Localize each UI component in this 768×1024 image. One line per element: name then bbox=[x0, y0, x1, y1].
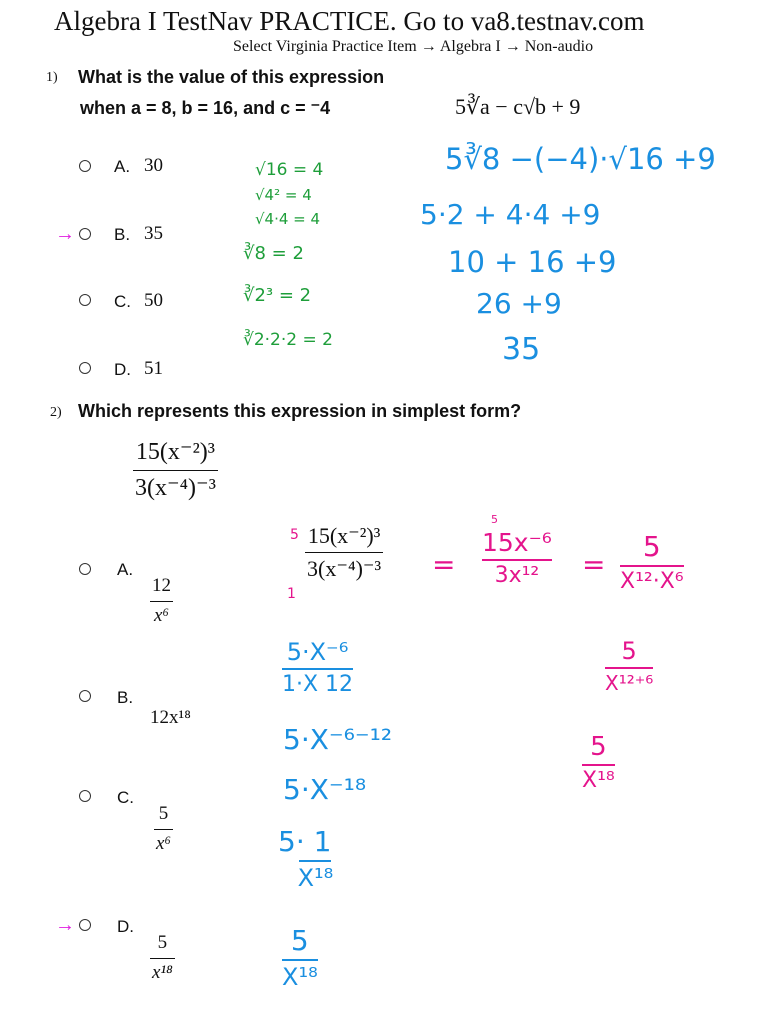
pink-fraction-4-denominator: X¹⁸ bbox=[582, 768, 615, 793]
q1-option-a-letter: A. bbox=[114, 157, 131, 176]
q1-option-c-radio[interactable] bbox=[79, 294, 91, 306]
pink-fraction-3 bbox=[605, 637, 653, 695]
green-work-line-1: √16 = 4 bbox=[255, 160, 324, 180]
q2-option-b-value: 12x¹⁸ bbox=[150, 707, 191, 728]
blue-fraction-2-denominator: X¹⁸ bbox=[297, 864, 334, 892]
selected-arrow-icon: → bbox=[55, 223, 75, 245]
q1-option-a-value: 30 bbox=[144, 155, 163, 176]
fraction-bar bbox=[582, 764, 615, 766]
blue-work-exponent-sum: 5·X⁻⁶⁻¹² bbox=[283, 723, 393, 756]
question-1-number: 1) bbox=[46, 70, 58, 85]
blue-fraction-3-denominator: X¹⁸ bbox=[282, 963, 318, 991]
blue-work-exponent-result: 5·X⁻¹⁸ bbox=[283, 773, 367, 806]
blue-fraction-2-numerator: 5· 1 bbox=[278, 825, 332, 858]
q2-option-c-denominator: x⁶ bbox=[156, 832, 172, 854]
fraction-bar bbox=[482, 559, 552, 561]
q2-option-a-numerator: 12 bbox=[152, 575, 171, 596]
q2-copied-expression bbox=[305, 523, 383, 583]
q2-option-b-letter: B. bbox=[117, 688, 134, 707]
q2-option-c-letter: C. bbox=[117, 788, 134, 807]
q2-option-d-numerator: 5 bbox=[157, 932, 168, 953]
pink-fraction-1-denominator: 3x¹² bbox=[494, 563, 540, 588]
copy-numerator-note: 5 bbox=[290, 527, 299, 543]
blue-fraction-1-numerator: 5·X⁻⁶ bbox=[286, 638, 349, 666]
blue-fraction-3 bbox=[282, 924, 318, 991]
blue-work-line-4: 26 +9 bbox=[476, 287, 562, 320]
q2-expression-numerator: 15(x⁻²)³ bbox=[135, 439, 215, 465]
green-work-line-6: ∛2·2·2 = 2 bbox=[243, 330, 333, 350]
q2-option-c-fraction bbox=[154, 803, 173, 856]
q1-option-c-value: 50 bbox=[144, 290, 163, 311]
question-2-expression bbox=[133, 438, 218, 503]
pink-fraction-2-denominator: X¹²·X⁶ bbox=[620, 569, 684, 594]
blue-fraction-3-numerator: 5 bbox=[290, 924, 309, 957]
fraction-bar bbox=[150, 958, 175, 959]
question-1-expression: 5∛a − c√b + 9 bbox=[455, 94, 581, 119]
blue-work-line-1: 5∛8 −(−4)·√16 +9 bbox=[445, 142, 716, 176]
blue-work-line-2: 5·2 + 4·4 +9 bbox=[420, 198, 601, 231]
blue-work-line-5: 35 bbox=[502, 332, 541, 367]
q2-option-d-denominator: x¹⁸ bbox=[152, 961, 173, 983]
pink-fraction-4-numerator: 5 bbox=[590, 732, 607, 762]
pink-fraction-1 bbox=[482, 528, 552, 588]
q2-copied-denominator: 3(x⁻⁴)⁻³ bbox=[307, 556, 382, 582]
blue-work-line-3: 10 + 16 +9 bbox=[448, 245, 617, 279]
question-1-text-line2: when a = 8, b = 16, and c = ⁻4 bbox=[80, 98, 331, 118]
fraction-bar bbox=[305, 552, 383, 553]
q2-option-c-numerator: 5 bbox=[158, 803, 169, 824]
q2-option-c-radio[interactable] bbox=[79, 790, 91, 802]
q2-expression-denominator: 3(x⁻⁴)⁻³ bbox=[135, 474, 216, 501]
q2-option-d-letter: D. bbox=[117, 917, 134, 936]
fraction-bar bbox=[620, 565, 684, 567]
fraction-bar bbox=[150, 601, 173, 602]
q2-option-a-fraction bbox=[150, 575, 173, 628]
question-1-text-line1: What is the value of this expression bbox=[78, 67, 385, 87]
q2-option-a-radio[interactable] bbox=[79, 563, 91, 575]
pink-equals-1: = bbox=[432, 548, 456, 581]
pink-fraction-3-denominator: X¹²⁺⁶ bbox=[605, 671, 654, 695]
fraction-bar bbox=[282, 959, 318, 961]
q1-option-b-letter: B. bbox=[114, 225, 131, 244]
selected-arrow-icon: → bbox=[55, 914, 75, 936]
blue-fraction-1 bbox=[282, 638, 353, 697]
q2-option-b-radio[interactable] bbox=[79, 690, 91, 702]
q1-option-b-radio[interactable] bbox=[79, 228, 91, 240]
q1-option-b-value: 35 bbox=[144, 223, 163, 244]
q1-option-d-value: 51 bbox=[144, 358, 163, 379]
fraction-bar bbox=[154, 829, 173, 830]
q2-option-a-letter: A. bbox=[117, 560, 134, 579]
q2-option-d-radio[interactable] bbox=[79, 919, 91, 931]
fraction-bar bbox=[299, 860, 331, 862]
q2-option-a-denominator: x⁶ bbox=[153, 604, 170, 626]
blue-fraction-2 bbox=[278, 825, 334, 892]
fraction-bar bbox=[605, 667, 653, 669]
q1-option-a-radio[interactable] bbox=[79, 160, 91, 172]
copy-denominator-note: 1 bbox=[287, 586, 296, 602]
green-work-line-3: √4·4 = 4 bbox=[255, 210, 321, 228]
question-2-text: Which represents this expression in simplest form? bbox=[78, 401, 522, 421]
green-work-line-2: √4² = 4 bbox=[255, 186, 312, 204]
green-work-line-5: ∛2³ = 2 bbox=[243, 285, 312, 306]
q2-option-d-fraction bbox=[150, 932, 175, 985]
blue-fraction-1-denominator: 1·X 12 bbox=[282, 672, 354, 697]
page-subtitle: Select Virginia Practice Item → Algebra I → Non-audio bbox=[233, 38, 594, 55]
green-work-line-4: ∛8 = 2 bbox=[243, 243, 304, 264]
fraction-bar bbox=[133, 470, 218, 471]
fraction-bar bbox=[282, 668, 353, 670]
pink-fraction-4 bbox=[582, 732, 615, 793]
pink-fraction-2-numerator: 5 bbox=[642, 530, 661, 563]
pink-fraction-1-numerator: 15x⁻⁶ bbox=[482, 528, 552, 557]
page-title: Algebra I TestNav PRACTICE. Go to va8.testnav.com bbox=[54, 6, 645, 36]
pink-equals-2: = bbox=[582, 548, 606, 581]
q1-option-d-radio[interactable] bbox=[79, 362, 91, 374]
pink-fraction-3-numerator: 5 bbox=[621, 637, 637, 665]
question-2-number: 2) bbox=[50, 405, 62, 420]
q1-option-d-letter: D. bbox=[114, 360, 131, 379]
pink-cancel-note: 5 bbox=[491, 513, 498, 526]
q1-option-c-letter: C. bbox=[114, 292, 131, 311]
pink-fraction-2 bbox=[620, 530, 684, 594]
q2-copied-numerator: 15(x⁻²)³ bbox=[307, 523, 381, 548]
